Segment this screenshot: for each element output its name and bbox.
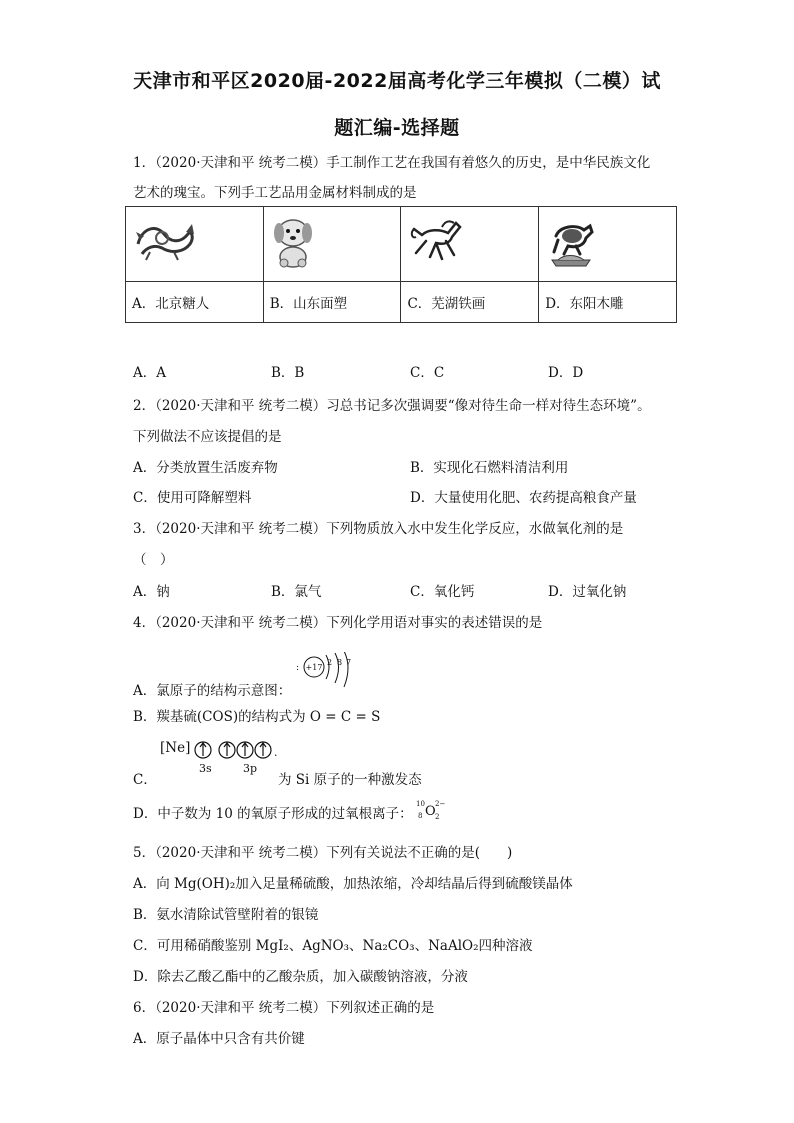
q4-option-d: D．中子数为 10 的氧原子形成的过氧根离子： bbox=[133, 806, 413, 822]
orbital-diagram bbox=[194, 740, 284, 762]
atom-shell-1: 2 bbox=[327, 658, 333, 667]
atom-shell-2: 8 bbox=[337, 658, 343, 667]
q4-option-a: A．氯原子的结构示意图： bbox=[133, 683, 292, 699]
q6-option-a: A．原子晶体中只含有共价键 bbox=[133, 1031, 305, 1047]
q3-option-c: C．氧化钙 bbox=[410, 584, 475, 600]
orbital-label-3s: 3s bbox=[199, 762, 212, 775]
q1-stem-line1: 1．（2020·天津和平 统考二模）手工制作工艺在我国有着悠久的历史，是中华民族文化 bbox=[133, 155, 651, 171]
dough-puppy-image bbox=[270, 213, 316, 269]
q2-stem-line2: 下列做法不应该提倡的是 bbox=[133, 429, 282, 445]
orbital-label-3p: 3p bbox=[243, 762, 258, 775]
q4-stem: 4．（2020·天津和平 统考二模）下列化学用语对事实的表述错误的是 bbox=[133, 615, 543, 631]
craft-label-c: C．芜湖铁画 bbox=[401, 282, 539, 323]
craft-label-a: A．北京糖人 bbox=[126, 282, 264, 323]
formula-subscript: 2 bbox=[435, 813, 440, 820]
formula-atomic-number: 8 bbox=[418, 812, 423, 820]
q6-stem: 6．（2020·天津和平 统考二模）下列叙述正确的是 bbox=[133, 1000, 435, 1016]
q2-stem-line1: 2．（2020·天津和平 统考二模）习总书记多次强调要“像对待生命一样对待生态环境”。 bbox=[133, 398, 651, 414]
q5-option-b: B．氨水清除试管壁附着的银镜 bbox=[133, 907, 319, 923]
atom-shell-3: 7 bbox=[346, 658, 352, 667]
sugar-dragon-image bbox=[132, 214, 198, 264]
q4-option-b: B．羰基硫(COS)的结构式为 O = C = S bbox=[133, 709, 381, 725]
q4-option-c-prefix: C． bbox=[133, 772, 157, 788]
q1-option-b: B．B bbox=[271, 365, 305, 381]
q1-option-c: C．C bbox=[410, 365, 445, 381]
q3-option-a: A．钠 bbox=[133, 584, 170, 600]
q5-stem: 5．（2020·天津和平 统考二模）下列有关说法不正确的是( ) bbox=[133, 845, 513, 861]
q3-option-d: D．过氧化钠 bbox=[548, 584, 627, 600]
craft-label-d: D．东阳木雕 bbox=[539, 282, 677, 323]
svg-text:.: . bbox=[274, 746, 278, 759]
formula-mass-number: 10 bbox=[416, 800, 425, 808]
formula-symbol: O bbox=[425, 804, 436, 819]
document-title-line1: 天津市和平区2020届-2022届高考化学三年模拟（二模）试 bbox=[133, 70, 661, 92]
q5-option-a: A．向 Mg(OH)₂加入足量稀硫酸，加热浓缩，冷却结晶后得到硫酸镁晶体 bbox=[133, 876, 573, 892]
wood-bull-image bbox=[546, 216, 596, 268]
q2-option-a: A．分类放置生活废弃物 bbox=[133, 460, 278, 476]
ne-core-label: [Ne] bbox=[160, 740, 191, 756]
q2-option-c: C．使用可降解塑料 bbox=[133, 490, 252, 506]
craft-label-b: B．山东面塑 bbox=[263, 282, 401, 323]
q3-option-b: B．氯气 bbox=[271, 584, 322, 600]
q5-option-c: C．可用稀硝酸鉴别 MgI₂、AgNO₃、Na₂CO₃、NaAlO₂四种溶液 bbox=[133, 938, 533, 954]
q2-option-b: B．实现化石燃料清洁利用 bbox=[410, 460, 569, 476]
iron-horse-image bbox=[408, 213, 464, 269]
q5-option-d: D．除去乙酸乙酯中的乙酸杂质，加入碳酸钠溶液，分液 bbox=[133, 969, 468, 985]
chlorine-atom-diagram bbox=[296, 652, 366, 692]
formula-charge: 2− bbox=[435, 800, 446, 808]
q1-option-a: A．A bbox=[133, 365, 166, 381]
q3-stem-line1: 3．（2020·天津和平 统考二模）下列物质放入水中发生化学反应，水做氧化剂的是 bbox=[133, 521, 624, 537]
atom-nucleus: +17 bbox=[305, 663, 323, 672]
q1-option-d: D．D bbox=[548, 365, 584, 381]
svg-text::: : bbox=[296, 663, 300, 673]
q4-option-c-text: 为 Si 原子的一种激发态 bbox=[278, 772, 422, 788]
q2-option-d: D．大量使用化肥、农药提高粮食产量 bbox=[410, 490, 637, 506]
document-title-line2: 题汇编-选择题 bbox=[334, 117, 460, 139]
q1-stem-line2: 艺术的瑰宝。下列手工艺品用金属材料制成的是 bbox=[133, 185, 417, 201]
peroxide-ion-formula bbox=[416, 798, 456, 820]
q3-stem-line2: （ ） bbox=[133, 552, 174, 568]
